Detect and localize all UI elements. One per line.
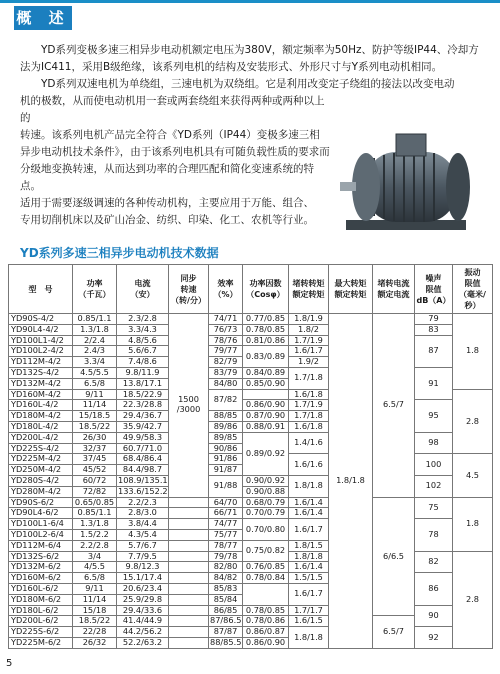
cell-power: 6.5/8: [73, 378, 117, 389]
cell-starting-torque: 1.7/1.8: [289, 367, 329, 389]
cell-efficiency: 88/85: [209, 411, 243, 422]
cell-efficiency: 88/85.5: [210, 637, 242, 647]
cell-current: 4.8/5.6: [117, 335, 169, 346]
cell-speed: [169, 540, 209, 551]
cell-power-factor: 0.85/0.90: [243, 378, 289, 389]
cell-starting-torque: 1.6/1.5: [289, 616, 329, 627]
cell-speed: [169, 637, 209, 648]
cell-efficiency: 85/84: [209, 594, 243, 605]
intro-line: 机的极数，从而使电动机用一套或两套绕组来获得两种或两种以上的: [20, 95, 325, 124]
cell-efficiency: 79/78: [209, 551, 243, 562]
cell-efficiency: 84/80: [209, 378, 243, 389]
cell-efficiency: 74/77: [209, 519, 243, 530]
table-row: [9, 432, 493, 443]
col-header-noise: 噪声 限值 dB（A）: [415, 265, 453, 314]
cell-efficiency: 76/73: [209, 324, 243, 335]
cell-current: 29.4/36.7: [117, 411, 169, 422]
cell-noise: 92: [415, 627, 453, 649]
cell-power-factor: 0.86/0.90: [243, 637, 289, 648]
cell-power: 26/32: [73, 637, 117, 648]
cell-power: 9/11: [73, 389, 117, 400]
cell-power: 18.5/22: [73, 616, 117, 627]
cell-efficiency: 86/85: [209, 605, 243, 616]
cell-starting-torque: 1.8/1.8: [289, 551, 329, 562]
cell-power-factor: 0.84/0.89: [243, 367, 289, 378]
page-title: 概 述: [14, 6, 72, 30]
cell-noise: 78: [415, 519, 453, 551]
cell-power-factor: 0.70/0.80: [243, 519, 289, 541]
cell-current: 60.7/71.0: [117, 443, 169, 454]
cell-power: 22/28: [73, 627, 117, 638]
cell-power: 0.85/1.1: [73, 508, 117, 519]
col-header-efficiency: 效率 （%）: [209, 265, 243, 314]
cell-power-factor: [243, 389, 289, 400]
table-row: [9, 367, 493, 378]
cell-speed: [169, 627, 209, 638]
cell-power: 37/45: [73, 454, 117, 465]
cell-model: YD100L2-6/4: [9, 529, 73, 540]
cell-power: 4/5.5: [73, 562, 117, 573]
intro-line: 法为IC411，采用B级绝缘，该系列电机的结构及安装形式、外形尺寸与Y系列电动机相同。: [20, 61, 443, 73]
cell-efficiency: 85/83: [209, 583, 243, 594]
cell-speed: [169, 508, 209, 519]
cell-speed: 1500 /3000: [169, 314, 209, 498]
table-row: [9, 497, 493, 508]
cell-current: 44.2/56.2: [117, 627, 169, 638]
cell-model: YD160M-6/2: [9, 573, 73, 584]
col-header-vibration: 振动 限值 （毫米/秒）: [453, 265, 493, 314]
cell-noise: 87: [415, 335, 453, 367]
cell-starting-torque: 1.5/1.5: [289, 573, 329, 584]
cell-model: YD90S-6/2: [9, 497, 73, 508]
table-row: [9, 573, 493, 584]
cell-locked-current: 6/6.5: [373, 497, 415, 616]
cell-model: YD280S-4/2: [9, 475, 73, 486]
cell-vibration: 4.5: [453, 454, 493, 497]
cell-speed: [169, 497, 209, 508]
cell-power: 32/37: [73, 443, 117, 454]
cell-model: YD250M-4/2: [9, 465, 73, 476]
cell-power-factor: 0.70/0.79: [243, 508, 289, 519]
cell-current: 9.8/12.3: [117, 562, 169, 573]
cell-efficiency: 82/79: [209, 357, 243, 368]
cell-vibration: 1.8: [453, 314, 493, 390]
cell-current: 133.6/152.2: [118, 486, 168, 496]
cell-efficiency: 64/70: [209, 497, 243, 508]
cell-noise: 79: [415, 314, 453, 325]
intro-line: 分级地变换转速，从而达到功率的合理匹配和简化变速系统的特点。: [20, 163, 314, 192]
cell-model: YD180L-4/2: [9, 421, 73, 432]
cell-current: 49.9/58.3: [117, 432, 169, 443]
cell-power: 2/2.4: [73, 335, 117, 346]
cell-model: YD225M-4/2: [9, 454, 73, 465]
cell-model: YD180M-4/2: [9, 411, 73, 422]
header-accent-line: [0, 0, 500, 3]
cell-model: YD160L-4/2: [9, 400, 73, 411]
cell-model: YD132M-4/2: [9, 378, 73, 389]
col-header-current: 电流 （安）: [117, 265, 169, 314]
intro-line: 转速。该系列电机产品完全符合《YD系列（IP44）变极多速三相: [20, 129, 320, 141]
table-row: [9, 475, 493, 486]
cell-current: 15.1/17.4: [117, 573, 169, 584]
cell-power-factor: 0.83/0.89: [243, 346, 289, 368]
cell-power-factor: [243, 583, 289, 605]
cell-model: YD160L-6/2: [9, 583, 73, 594]
header-bar: [0, 0, 500, 30]
cell-model: YD112M-4/2: [9, 357, 73, 368]
cell-current: 41.4/44.9: [117, 616, 169, 627]
cell-current: 13.8/17.1: [117, 378, 169, 389]
cell-model: YD200L-6/2: [9, 616, 73, 627]
cell-efficiency: 83/79: [209, 367, 243, 378]
cell-model: YD90L4-6/2: [9, 508, 73, 519]
cell-starting-torque: 1.8/1.9: [289, 314, 329, 325]
cell-speed: [169, 519, 209, 530]
table-row: [9, 627, 493, 638]
cell-current: 3.3/4.3: [117, 324, 169, 335]
cell-power-factor: 0.81/0.86: [243, 335, 289, 346]
cell-power-factor: 0.77/0.85: [243, 314, 289, 325]
cell-efficiency: 89/86: [209, 421, 243, 432]
cell-noise: 91: [415, 367, 453, 399]
cell-power-factor: 0.78/0.86: [243, 616, 289, 627]
cell-power: 72/82: [73, 486, 117, 497]
cell-power-factor: 0.76/0.85: [243, 562, 289, 573]
cell-model: YD225S-4/2: [9, 443, 73, 454]
intro-line: 异步电动机技术条件》，由于该系列电机具有可随负载性质的要求而: [20, 146, 330, 158]
cell-efficiency: 78/77: [209, 540, 243, 551]
cell-locked-current: 6.5/7: [373, 616, 415, 648]
cell-starting-torque: 1.6/1.7: [289, 346, 329, 357]
cell-efficiency: 79/77: [209, 346, 243, 357]
cell-current: 5.7/6.7: [117, 540, 169, 551]
cell-current: 22.3/28.8: [117, 400, 169, 411]
electric-motor-image: [336, 122, 486, 242]
cell-power-factor: 0.87/0.90: [243, 411, 289, 422]
col-header-starting-torque: 堵转转矩 额定转矩: [289, 265, 329, 314]
table-header-row: [9, 265, 493, 314]
cell-noise: 100: [415, 454, 453, 476]
cell-starting-torque: 1.6/1.4: [289, 497, 329, 508]
cell-starting-torque: 1.4/1.6: [289, 432, 329, 454]
cell-vibration: 1.8: [453, 497, 493, 551]
cell-power-factor: 0.78/0.85: [243, 605, 289, 616]
cell-power: 45/52: [73, 465, 117, 476]
table-row: [9, 324, 493, 335]
technical-data-table: [8, 264, 493, 649]
table-row: [9, 605, 493, 616]
intro-line: 适用于需要逐级调速的各种传动机构，主要应用于万能、组合、: [20, 197, 314, 209]
cell-model: YD132S-4/2: [9, 367, 73, 378]
cell-power: 15/18.5: [73, 411, 117, 422]
page-number: 5: [6, 658, 13, 669]
cell-power: 1.5/2.2: [73, 529, 117, 540]
cell-starting-torque: 1.8/1.8: [289, 627, 329, 649]
cell-locked-current: 6.5/7: [373, 314, 415, 498]
cell-efficiency: 89/85: [209, 432, 243, 443]
cell-speed: [169, 529, 209, 540]
cell-power: 0.85/1.1: [73, 314, 117, 325]
cell-vibration: 2.8: [453, 551, 493, 648]
cell-model: YD160M-4/2: [9, 389, 73, 400]
cell-power: 11/14: [73, 594, 117, 605]
cell-model: YD112M-6/4: [9, 540, 73, 551]
cell-speed: [169, 551, 209, 562]
cell-power-factor: 0.88/0.91: [243, 421, 289, 432]
cell-noise: 83: [415, 324, 453, 335]
cell-noise: 102: [415, 475, 453, 497]
cell-current: 7.4/8.6: [117, 357, 169, 368]
cell-power-factor: 0.90/0.92: [243, 475, 289, 486]
cell-power: 4.5/5.5: [73, 367, 117, 378]
cell-current: 108.9/135.1: [118, 475, 168, 485]
cell-starting-torque: 1.6/1.6: [289, 454, 329, 476]
col-header-locked-current: 堵转电流 额定电流: [373, 265, 415, 314]
cell-noise: 98: [415, 432, 453, 454]
cell-max-torque: 1.8/1.8: [329, 314, 373, 649]
intro-line: 专用切削机床以及矿山冶金、纺织、印染、化工、农机等行业。: [20, 214, 314, 226]
col-header-speed: 同步 转速 （转/分）: [169, 265, 209, 314]
cell-power-factor: 0.78/0.85: [243, 324, 289, 335]
cell-efficiency: 75/77: [209, 529, 243, 540]
cell-current: 2.8/3.0: [117, 508, 169, 519]
cell-noise: 75: [415, 497, 453, 519]
cell-efficiency: 74/71: [209, 314, 243, 325]
cell-efficiency: 90/86: [209, 443, 243, 454]
cell-current: 2.2/2.3: [117, 497, 169, 508]
cell-current: 18.5/22.9: [117, 389, 169, 400]
cell-power-factor: 0.90/0.88: [243, 486, 289, 497]
cell-starting-torque: 1.6/1.8: [289, 389, 329, 400]
cell-current: 7.7/9.5: [117, 551, 169, 562]
cell-model: YD225S-6/2: [9, 627, 73, 638]
cell-power: 6.5/8: [73, 573, 117, 584]
cell-starting-torque: 1.7/1.9: [289, 400, 329, 411]
cell-current: 68.4/86.4: [117, 454, 169, 465]
cell-model: YD132M-6/2: [9, 562, 73, 573]
cell-efficiency: 84/82: [209, 573, 243, 584]
table-row: [9, 519, 493, 530]
cell-starting-torque: 1.9/2: [289, 357, 329, 368]
cell-efficiency: 87/87: [209, 627, 243, 638]
cell-starting-torque: 1.7/1.8: [289, 411, 329, 422]
cell-model: YD100L1-6/4: [9, 519, 73, 530]
cell-starting-torque: 1.8/1.8: [289, 475, 329, 497]
col-header-power: 功率 （千瓦）: [73, 265, 117, 314]
cell-speed: [169, 605, 209, 616]
cell-starting-torque: 1.6/1.7: [289, 519, 329, 541]
cell-power: 3.3/4: [73, 357, 117, 368]
cell-power: 1.3/1.8: [73, 519, 117, 530]
cell-current: 5.6/6.7: [117, 346, 169, 357]
cell-efficiency: 78/76: [209, 335, 243, 346]
cell-power-factor: 0.86/0.90: [243, 400, 289, 411]
cell-power: 18.5/22: [73, 421, 117, 432]
cell-efficiency: 87/86.5: [210, 615, 242, 626]
cell-model: YD90L4-4/2: [9, 324, 73, 335]
cell-power: 15/18: [73, 605, 117, 616]
cell-starting-torque: 1.7/1.9: [289, 335, 329, 346]
intro-line: YD系列变极多速三相异步电动机额定电压为380V，额定频率为50Hz、防护等级IP44、冷却方: [41, 44, 479, 56]
cell-power: 60/72: [73, 475, 117, 486]
cell-efficiency: 87/82: [209, 389, 243, 411]
cell-current: 35.9/42.7: [117, 421, 169, 432]
cell-model: YD280M-4/2: [9, 486, 73, 497]
cell-model: YD225M-6/2: [9, 637, 73, 648]
cell-noise: 82: [415, 551, 453, 573]
cell-efficiency: 91/86: [209, 454, 243, 465]
cell-current: 29.4/33.6: [117, 605, 169, 616]
cell-starting-torque: 1.6/1.8: [289, 421, 329, 432]
cell-model: YD90S-4/2: [9, 314, 73, 325]
cell-model: YD180L-6/2: [9, 605, 73, 616]
cell-power: 2.4/3: [73, 346, 117, 357]
cell-starting-torque: 1.8/1.5: [289, 540, 329, 551]
cell-vibration: 2.8: [453, 389, 493, 454]
cell-speed: [169, 583, 209, 594]
cell-current: 3.8/4.4: [117, 519, 169, 530]
cell-power-factor: 0.78/0.84: [243, 573, 289, 584]
cell-model: YD100L2-4/2: [9, 346, 73, 357]
cell-noise: 95: [415, 400, 453, 432]
cell-power: 0.65/0.85: [73, 497, 117, 508]
cell-starting-torque: 1.7/1.7: [289, 605, 329, 616]
cell-speed: [169, 594, 209, 605]
cell-current: 25.9/29.8: [117, 594, 169, 605]
cell-power-factor: 0.68/0.79: [243, 497, 289, 508]
cell-current: 9.8/11.9: [117, 367, 169, 378]
cell-efficiency: 91/88: [209, 475, 243, 497]
cell-current: 20.6/23.4: [117, 583, 169, 594]
cell-starting-torque: 1.8/2: [289, 324, 329, 335]
section-title: YD系列多速三相异步电动机技术数据: [20, 246, 219, 260]
table-row: [9, 400, 493, 411]
cell-current: 84.4/98.7: [117, 465, 169, 476]
cell-efficiency: 66/71: [209, 508, 243, 519]
cell-efficiency: 82/80: [209, 562, 243, 573]
cell-model: YD200L-4/2: [9, 432, 73, 443]
cell-starting-torque: 1.6/1.4: [289, 562, 329, 573]
cell-model: YD100L1-4/2: [9, 335, 73, 346]
cell-current: 2.3/2.8: [117, 314, 169, 325]
cell-speed: [169, 562, 209, 573]
cell-speed: [169, 616, 209, 627]
cell-current: 52.2/63.2: [117, 637, 169, 648]
table-row: [9, 335, 493, 346]
cell-power: 26/30: [73, 432, 117, 443]
cell-starting-torque: 1.6/1.4: [289, 508, 329, 519]
cell-power: 11/14: [73, 400, 117, 411]
cell-power-factor: 0.86/0.87: [243, 627, 289, 638]
col-header-power-factor: 功率因数 （Cosφ）: [243, 265, 289, 314]
cell-efficiency: 91/87: [209, 465, 243, 476]
cell-power: 2.2/2.8: [73, 540, 117, 551]
intro-line: YD系列双速电机为单绕组，三速电机为双绕组。它是利用改变定子绕组的接法以改变电动: [41, 78, 455, 90]
cell-power-factor: 0.75/0.82: [243, 540, 289, 562]
cell-model: YD180M-6/2: [9, 594, 73, 605]
cell-power: 9/11: [73, 583, 117, 594]
col-header-model: 型 号: [9, 265, 73, 314]
cell-speed: [169, 573, 209, 584]
cell-power: 3/4: [73, 551, 117, 562]
cell-power-factor: 0.89/0.92: [243, 432, 289, 475]
cell-noise: 90: [415, 605, 453, 627]
col-header-max-torque: 最大转矩 额定转矩: [329, 265, 373, 314]
cell-starting-torque: 1.6/1.7: [289, 583, 329, 605]
cell-current: 4.3/5.4: [117, 529, 169, 540]
cell-noise: 86: [415, 573, 453, 605]
cell-model: YD132S-6/2: [9, 551, 73, 562]
table-row: [9, 314, 493, 325]
cell-power: 1.3/1.8: [73, 324, 117, 335]
